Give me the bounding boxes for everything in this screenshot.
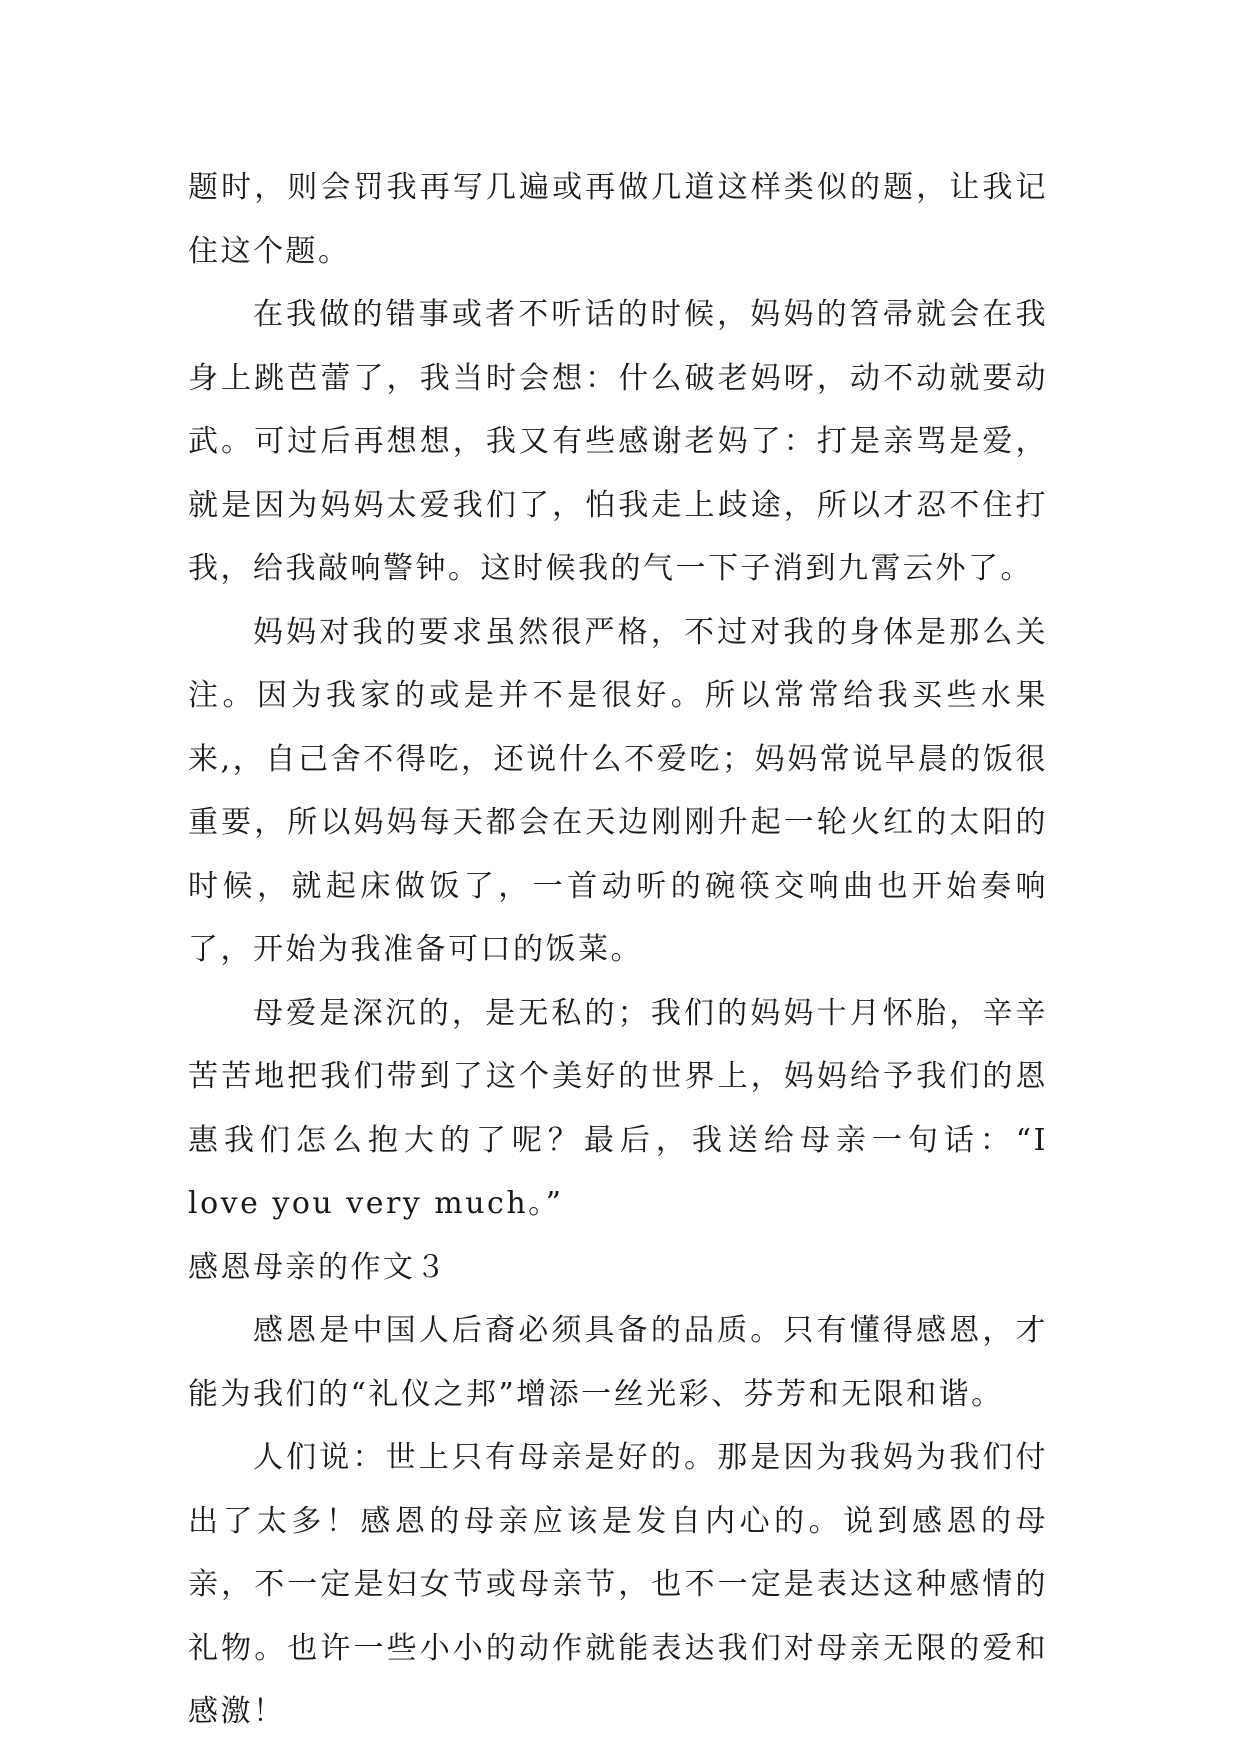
essay-heading: 感恩母亲的作文３ (188, 1249, 448, 1285)
paragraph-gratitude: 感恩是中国人后裔必须具备的品质。只有懂得感恩，才能为我们的“礼仪之邦”增添一丝光彩、芬芳和无限和谐。 (188, 1313, 1048, 1412)
paragraph-continuation: 题时，则会罚我再写几遍或再做几道这样类似的题，让我记住这个题。 (188, 170, 1048, 269)
paragraph-broom: 在我做的错事或者不听话的时候，妈妈的笤帚就会在我身上跳芭蕾了，我当时会想：什么破老妈呀，动不动就要动武。可过后再想想，我又有些感谢老妈了：打是亲骂是爱，就是因为妈妈太爱我们了，怕我走上歧途，所以才忍不住打我，给我敲响警钟。这时候我的气一下子消到九霄云外了。 (188, 297, 1048, 586)
document-page (188, 156, 1048, 1744)
paragraph-mother: 人们说：世上只有母亲是好的。那是因为我妈为我们付出了太多！感恩的母亲应该是发自内心的。说到感恩的母亲，不一定是妇女节或母亲节，也不一定是表达这种感情的礼物。也许一些小小的动作就能表达我们对母亲无限的爱和感激！ (188, 1440, 1048, 1729)
paragraph-love: 母爱是深沉的，是无私的；我们的妈妈十月怀胎，辛辛苦苦地把我们带到了这个美好的世界上，妈妈给予我们的恩惠我们怎么抱大的了呢？最后，我送给母亲一句话：“I love you very much。” (188, 995, 1048, 1221)
paragraph-care: 妈妈对我的要求虽然很严格，不过对我的身体是那么关注。因为我家的或是并不是很好。所以常常给我买些水果来,，自己舍不得吃，还说什么不爱吃；妈妈常说早晨的饭很重要，所以妈妈每天都会在天边刚刚升起一轮火红的太阳的时候，就起床做饭了，一首动听的碗筷交响曲也开始奏响了，开始为我准备可口的饭菜。 (188, 614, 1048, 967)
